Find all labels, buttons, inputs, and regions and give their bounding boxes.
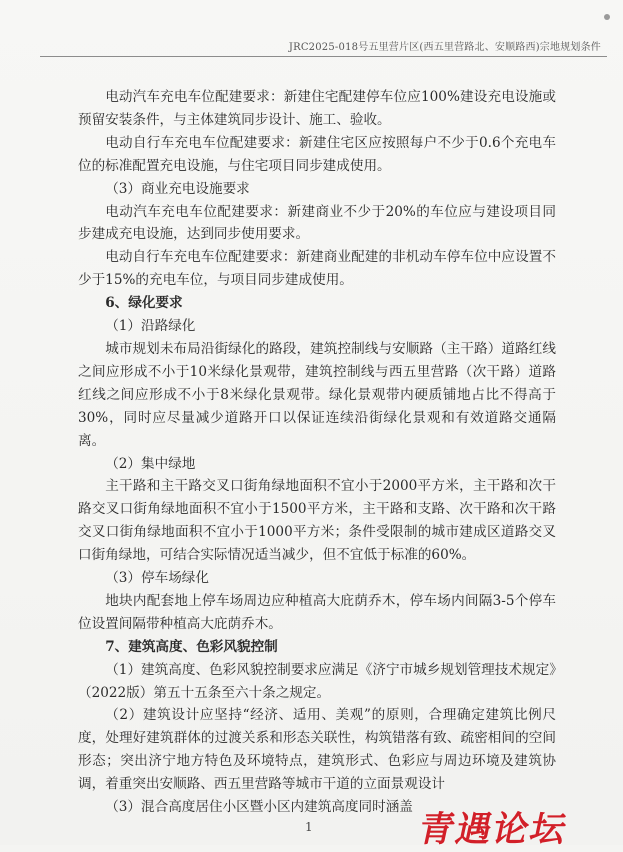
watermark-logo: 青遇论坛 xyxy=(415,810,572,850)
subheading: （3）商业充电设施要求 xyxy=(105,180,250,197)
subheading: （3）停车场绿化 xyxy=(105,570,209,587)
page-header-title: JRC2025-018号五里营片区(西五里营路北、安顺路西)宗地规划条件 xyxy=(288,42,601,53)
page-number: 1 xyxy=(305,820,313,834)
paragraph: 电动汽车充电车位配建要求：新建住宅配建停车位应100%建设充电设施或预留安装条件，与主体建筑同步设计、施工、验收。 xyxy=(78,89,556,128)
paragraph: 地块内配套地上停车场周边应种植高大庇荫乔木，停车场内间隔3-5个停车位设置间隔带种植高大庇荫乔木。 xyxy=(78,592,556,632)
paragraph: （2）建筑设计应坚持“经济、适用、美观”的原则，合理确定建筑比例尺度，处理好建筑群体的过渡关系和形态关联性，构筑错落有致、疏密相间的空间形态；突出济宁地方特色及环境特点，建筑形式、色彩应与周边环境及建筑协调，着重突出安顺路、西五里营路等城市干道的立面景观设计 xyxy=(78,707,556,793)
section-heading: 7、建筑高度、色彩风貌控制 xyxy=(105,638,278,655)
section-heading: 6、绿化要求 xyxy=(105,295,183,312)
header-divider xyxy=(40,56,607,57)
paragraph: 电动汽车充电车位配建要求：新建商业不少于20%的车位应与建设项目同步建成充电设施，达到同步使用要求。 xyxy=(78,203,556,243)
paragraph: 城市规划未布局沿街绿化的路段，建筑控制线与安顺路（主干路）道路红线之间应形成不小于10米绿化景观带，建筑控制线与西五里营路（次干路）道路红线之间应形成不小于8米绿化景观带。绿化景观带内硬质铺地占比不得高于30%，同时应尽量减少道路开口以保证连续沿街绿化景观和有效道路交通隔离。 xyxy=(78,340,556,449)
paragraph: 主干路和主干路交叉口街角绿地面积不宜小于2000平方米，主干路和次干路交叉口街角绿地面积不宜小于1500平方米，主干路和支路、次干路和次干路交叉口街角绿地面积不宜小于1000平方米；条件受限制的城市建成区道路交叉口街角绿地，可结合实际情况适当减少，但不宜低于标准的60%。 xyxy=(78,478,556,564)
paragraph: 电动自行车充电车位配建要求：新建住宅区应按照每户不少于0.6个充电车位的标准配置充电设施，与住宅项目同步建成使用。 xyxy=(78,134,556,174)
paragraph: （3）混合高度居住小区暨小区内建筑高度同时涵盖 xyxy=(105,799,413,816)
document-body xyxy=(78,86,556,819)
subheading: （1）沿路绿化 xyxy=(105,318,196,335)
paragraph: （1）建筑高度、色彩风貌控制要求应满足《济宁市城乡规划管理技术规定》（2022版）第五十五条至六十条之规定。 xyxy=(78,661,556,701)
subheading: （2）集中绿地 xyxy=(105,455,196,472)
paragraph: 电动自行车充电车位配建要求：新建商业配建的非机动车停车位中应设置不少于15%的充电车位，与项目同步建成使用。 xyxy=(78,249,556,289)
scan-dot-mark xyxy=(604,14,610,20)
